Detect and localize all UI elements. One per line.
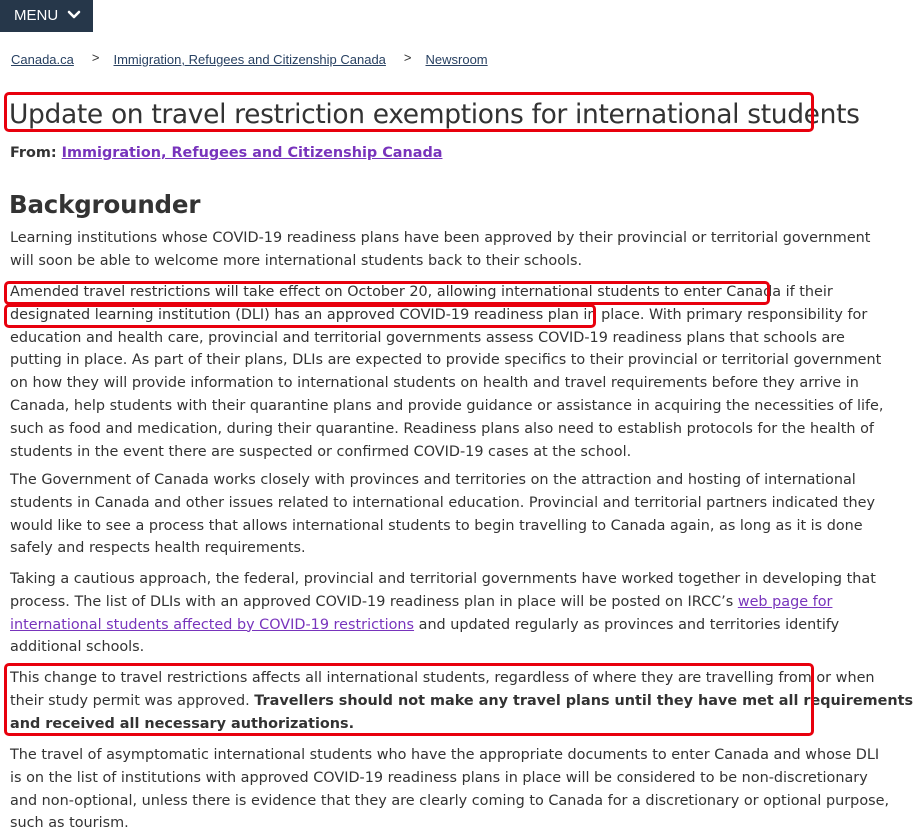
menu-label: MENU (14, 7, 59, 24)
section-heading-backgrounder: Backgrounder (9, 190, 201, 219)
paragraph-line: This change to travel restrictions affects all international students, regardless of where they are travelling from or when (10, 670, 875, 686)
paragraph-line: such as tourism. (10, 815, 129, 832)
from-line (10, 143, 442, 163)
breadcrumb-separator: > (91, 50, 100, 65)
paragraph-3 (10, 469, 875, 560)
paragraph-1 (10, 227, 871, 273)
paragraph-line-segment: designated learning institution (DLI) has an approved COVID-19 readiness plan in place. (10, 306, 645, 323)
paragraph-line: education and health care, provincial and territorial governments assess COVID-19 readiness plans that schools are (10, 329, 845, 346)
paragraph-4 (10, 568, 876, 659)
paragraph-line: would like to see a process that allows international students to begin travelling to Canada again, as long as it is done (10, 517, 863, 534)
paragraph-line: on how they will provide information to international students on health and travel requirements before they arrive in (10, 375, 859, 392)
paragraph-line: safely and respects health requirements. (10, 540, 306, 557)
paragraph-line-mixed (10, 690, 913, 713)
paragraph-bold-line: and received all necessary authorizations. (10, 715, 355, 732)
breadcrumb-link-ircc[interactable]: Immigration, Refugees and Citizenship Canada (113, 52, 386, 67)
breadcrumb-separator: > (403, 50, 412, 65)
paragraph-line-mixed (10, 304, 868, 327)
paragraph-line-segment: process. The list of DLIs with an approved COVID-19 readiness plan in place will be posted on IRCC’s (10, 593, 738, 610)
paragraph-line: The Government of Canada works closely with provinces and territories on the attraction and hosting of international (10, 472, 856, 488)
paragraph-line-segment: With primary responsibility for (644, 306, 868, 323)
paragraph-2 (10, 281, 884, 463)
paragraph-line-segment: their study permit was approved. (10, 692, 255, 709)
from-link-ircc[interactable]: Immigration, Refugees and Citizenship Canada (61, 145, 443, 161)
link-ircc-web-page-cont[interactable]: international students affected by COVID-19 restrictions (10, 616, 415, 633)
breadcrumb (11, 52, 488, 68)
paragraph-line-mixed (10, 614, 840, 637)
chevron-down-icon (68, 11, 80, 19)
paragraph-line: Amended travel restrictions will take effect on October 20, allowing international students to enter Canada if their (10, 284, 833, 300)
paragraph-line: additional schools. (10, 639, 145, 656)
from-label: From: (10, 145, 57, 161)
paragraph-line-mixed (10, 591, 833, 614)
paragraph-line: Learning institutions whose COVID-19 readiness plans have been approved by their provincial or territorial government (10, 230, 871, 246)
paragraph-line: Taking a cautious approach, the federal, provincial and territorial governments have worked together in developing that (10, 571, 876, 587)
paragraph-6 (10, 744, 890, 835)
link-ircc-web-page[interactable]: web page for (737, 593, 833, 610)
breadcrumb-link-newsroom[interactable]: Newsroom (425, 52, 488, 67)
breadcrumb-link-canada[interactable]: Canada.ca (11, 52, 74, 67)
paragraph-line: Canada, help students with their quarantine plans and provide guidance or assistance in acquiring the necessities of life, (10, 397, 884, 414)
page-title: Update on travel restriction exemptions for international students (9, 99, 860, 130)
paragraph-line: students in the event there are suspected or confirmed COVID-19 cases at the school. (10, 443, 632, 460)
title-highlight-box (4, 92, 814, 132)
paragraph-line: students in Canada and other issues related to international education. Provincial and territorial partners indicated they (10, 494, 875, 511)
paragraph-bold-segment: Travellers should not make any travel plans until they have met all requirements (254, 692, 913, 709)
paragraph-line: is on the list of institutions with approved COVID-19 readiness plans in place will be considered to be non-discretionary (10, 769, 868, 786)
paragraph-line: putting in place. As part of their plans, DLIs are expected to provide specifics to their provincial or territorial government (10, 352, 882, 369)
paragraph-line: such as food and medication, during their quarantine. Readiness plans also need to establish protocols for the health of (10, 420, 874, 437)
menu-button[interactable] (0, 0, 93, 32)
paragraph-line-segment: and updated regularly as provinces and territories identify (414, 616, 840, 633)
paragraph-line: and non-optional, unless there is evidence that they are clearly coming to Canada for a discretionary or optional purpose, (10, 792, 890, 809)
paragraph-line: The travel of asymptomatic international students who have the appropriate documents to enter Canada and whose DLI (10, 747, 880, 763)
paragraph-5 (10, 667, 913, 735)
paragraph-line: will soon be able to welcome more international students back to their schools. (10, 252, 583, 269)
